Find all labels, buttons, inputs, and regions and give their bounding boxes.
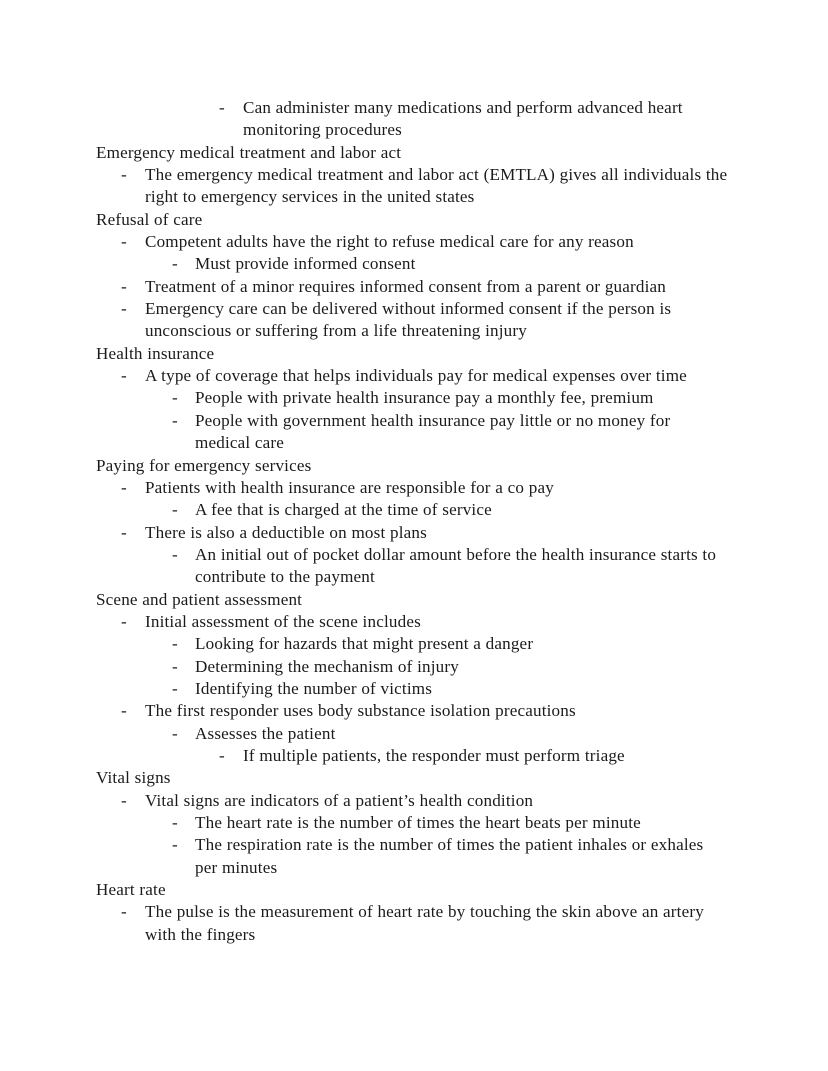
bullet-text: The first responder uses body substance isolation precautions: [145, 701, 576, 721]
heading-text: Emergency medical treatment and labor act: [96, 142, 402, 162]
bullet-dash-icon: -: [172, 634, 178, 654]
bullet-text: Determining the mechanism of injury: [195, 656, 459, 676]
outline-heading: [96, 343, 728, 365]
bullet-dash-icon: -: [172, 723, 178, 743]
bullet-dash-icon: -: [172, 254, 178, 274]
outline-bullet-l1: [96, 611, 728, 633]
bullet-text: Identifying the number of victims: [195, 678, 433, 698]
bullet-dash-icon: -: [121, 611, 127, 631]
heading-text: Heart rate: [96, 880, 166, 900]
outline-bullet-l2: [96, 834, 728, 879]
outline-bullet-l2: [96, 499, 728, 521]
bullet-dash-icon: -: [172, 656, 178, 676]
bullet-text: The pulse is the measurement of heart rate by touching the skin above an artery with the fingers: [145, 902, 704, 944]
bullet-text: Initial assessment of the scene includes: [145, 611, 421, 631]
outline-bullet-l1: [96, 164, 728, 209]
bullet-text: The emergency medical treatment and labor act (EMTLA) gives all individuals the right to emergency services in the united states: [145, 165, 728, 207]
bullet-text: Must provide informed consent: [195, 254, 416, 274]
heading-text: Vital signs: [96, 768, 171, 788]
outline-bullet-l2: [96, 633, 728, 655]
outline-bullet-l2: [96, 544, 728, 589]
bullet-text: Can administer many medications and perform advanced heart monitoring procedures: [243, 98, 683, 140]
outline-bullet-l1: [96, 298, 728, 343]
bullet-text: The respiration rate is the number of times the patient inhales or exhales per minutes: [195, 835, 704, 877]
bullet-dash-icon: -: [121, 232, 127, 252]
outline-bullet-l2: [96, 812, 728, 834]
outline-bullet-l2: [96, 656, 728, 678]
bullet-dash-icon: -: [172, 835, 178, 855]
outline-bullet-l1: [96, 231, 728, 253]
outline-bullet-l1: [96, 365, 728, 387]
bullet-dash-icon: -: [219, 98, 225, 117]
outline-bullet-l2: [96, 410, 728, 455]
outline-bullet-l3: [96, 97, 728, 142]
heading-text: Health insurance: [96, 343, 215, 363]
outline-heading: [96, 142, 728, 164]
bullet-text: The heart rate is the number of times the heart beats per minute: [195, 813, 641, 832]
outline-heading: [96, 767, 728, 789]
bullet-text: An initial out of pocket dollar amount before the health insurance starts to contribute to the payment: [195, 544, 717, 587]
bullet-dash-icon: -: [121, 276, 127, 296]
bullet-dash-icon: -: [121, 299, 127, 319]
outline-bullet-l1: [96, 522, 728, 544]
outline-bullet-l1: [96, 700, 728, 722]
bullet-text: Looking for hazards that might present a danger: [195, 634, 534, 654]
heading-text: Scene and patient assessment: [96, 589, 303, 609]
bullet-text: Vital signs are indicators of a patient’s health condition: [145, 790, 534, 810]
bullet-text: A fee that is charged at the time of service: [195, 500, 492, 520]
bullet-dash-icon: -: [121, 477, 127, 497]
bullet-text: Treatment of a minor requires informed consent from a parent or guardian: [145, 276, 666, 296]
outline-bullet-l1: [96, 790, 728, 812]
outline-bullet-l2: [96, 253, 728, 275]
bullet-text: People with government health insurance pay little or no money for medical care: [195, 410, 671, 453]
heading-text: Refusal of care: [96, 209, 203, 229]
outline-bullet-l1: [96, 477, 728, 499]
outline-heading: [96, 879, 728, 901]
outline-bullet-l3: [96, 745, 728, 767]
heading-text: Paying for emergency services: [96, 455, 312, 475]
bullet-text: There is also a deductible on most plans: [145, 522, 427, 542]
bullet-dash-icon: -: [121, 701, 127, 721]
bullet-dash-icon: -: [172, 544, 178, 564]
bullet-dash-icon: -: [121, 902, 127, 922]
outline-bullet-l1: [96, 276, 728, 298]
bullet-dash-icon: -: [121, 790, 127, 810]
outline-bullet-l2: [96, 723, 728, 745]
bullet-dash-icon: -: [172, 500, 178, 520]
bullet-dash-icon: -: [121, 366, 127, 386]
bullet-text: Emergency care can be delivered without informed consent if the person is unconscious or suffering from a life threatening injury: [145, 299, 672, 341]
bullet-dash-icon: -: [121, 522, 127, 542]
bullet-dash-icon: -: [121, 165, 127, 185]
bullet-dash-icon: -: [172, 813, 178, 832]
bullet-text: Competent adults have the right to refuse medical care for any reason: [145, 232, 634, 252]
bullet-text: A type of coverage that helps individuals pay for medical expenses over time: [145, 366, 687, 386]
bullet-text: If multiple patients, the responder must perform triage: [243, 745, 625, 765]
bullet-dash-icon: -: [172, 410, 178, 430]
bullet-text: Assesses the patient: [195, 723, 336, 743]
bullet-text: People with private health insurance pay a monthly fee, premium: [195, 388, 654, 408]
outline-body: [96, 97, 728, 946]
outline-bullet-l2: [96, 387, 728, 409]
bullet-text: Patients with health insurance are responsible for a co pay: [145, 477, 554, 497]
outline-heading: [96, 589, 728, 611]
bullet-dash-icon: -: [219, 745, 225, 765]
outline-bullet-l2: [96, 678, 728, 700]
bullet-dash-icon: -: [172, 678, 178, 698]
outline-heading: [96, 209, 728, 231]
outline-bullet-l1: [96, 901, 728, 946]
outline-heading: [96, 455, 728, 477]
bullet-dash-icon: -: [172, 388, 178, 408]
